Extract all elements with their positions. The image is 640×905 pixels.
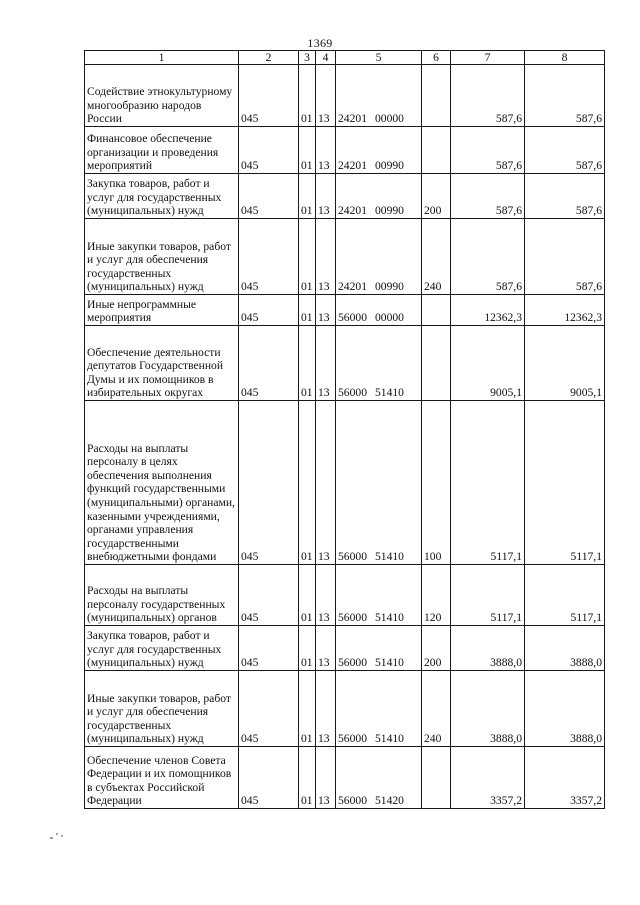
expense-name: Расходы на выплаты персоналу в целях обеспечения выполнения функций государственными (муниципальными) органами, казенными учреждениями, органами управления государственными внебюджетными фондами: [85, 401, 239, 565]
amount-col8: 3888,0: [525, 671, 605, 747]
ministry-code: 045: [239, 65, 299, 127]
scan-speck: [61, 835, 63, 837]
table-row: [85, 295, 605, 326]
section-code: 01: [299, 326, 316, 401]
expense-type-code: [422, 747, 451, 809]
amount-col7: 3357,2: [451, 747, 525, 809]
scan-speck: [56, 833, 58, 835]
amount-col7: 9005,1: [451, 326, 525, 401]
section-code: 01: [299, 671, 316, 747]
target-article-program: 24201: [338, 204, 367, 218]
amount-col8: 587,6: [525, 174, 605, 219]
header-cell-8: 8: [525, 51, 605, 65]
amount-col7: 587,6: [451, 219, 525, 295]
target-article-program: 56000: [338, 794, 367, 808]
target-article-direction: 00000: [374, 112, 404, 126]
expense-name: Закупка товаров, работ и услуг для государственных (муниципальных) нужд: [85, 626, 239, 671]
header-cell-2: 2: [239, 51, 299, 65]
ministry-code: 045: [239, 295, 299, 326]
target-article: [336, 127, 422, 174]
expense-name: Иные закупки товаров, работ и услуг для обеспечения государственных (муниципальных) нужд: [85, 219, 239, 295]
ministry-code: 045: [239, 401, 299, 565]
header-cell-4: 4: [316, 51, 336, 65]
amount-col8: 5117,1: [525, 565, 605, 626]
target-article-program: 56000: [338, 311, 367, 325]
amount-col8: 5117,1: [525, 401, 605, 565]
expense-type-code: [422, 65, 451, 127]
subsection-code: 13: [316, 747, 336, 809]
subsection-code: 13: [316, 671, 336, 747]
subsection-code: 13: [316, 326, 336, 401]
amount-col8: 587,6: [525, 65, 605, 127]
ministry-code: 045: [239, 219, 299, 295]
amount-col7: 587,6: [451, 127, 525, 174]
amount-col8: 12362,3: [525, 295, 605, 326]
amount-col8: 587,6: [525, 219, 605, 295]
ministry-code: 045: [239, 671, 299, 747]
header-cell-7: 7: [451, 51, 525, 65]
section-code: 01: [299, 65, 316, 127]
target-article-direction: 00990: [374, 280, 404, 294]
table-row: [85, 326, 605, 401]
table-row: [85, 65, 605, 127]
target-article-direction: 51410: [374, 550, 404, 564]
expense-type-code: 200: [422, 174, 451, 219]
amount-col7: 587,6: [451, 174, 525, 219]
subsection-code: 13: [316, 219, 336, 295]
expense-type-code: [422, 127, 451, 174]
target-article-direction: 51420: [374, 794, 404, 808]
target-article: [336, 626, 422, 671]
header-cell-1: 1: [85, 51, 239, 65]
expense-name: Обеспечение деятельности депутатов Государственной Думы и их помощников в избирательных округах: [85, 326, 239, 401]
amount-col7: 3888,0: [451, 671, 525, 747]
expense-type-code: 240: [422, 671, 451, 747]
target-article-program: 56000: [338, 732, 367, 746]
section-code: 01: [299, 295, 316, 326]
target-article: [336, 174, 422, 219]
section-code: 01: [299, 626, 316, 671]
target-article: [336, 219, 422, 295]
target-article: [336, 671, 422, 747]
table-row: [85, 626, 605, 671]
target-article: [336, 326, 422, 401]
expense-type-code: 100: [422, 401, 451, 565]
section-code: 01: [299, 747, 316, 809]
table-row: [85, 401, 605, 565]
page-number: 1369: [307, 36, 333, 50]
scan-speck: [50, 837, 53, 839]
subsection-code: 13: [316, 65, 336, 127]
header-cell-6: 6: [422, 51, 451, 65]
amount-col7: 3888,0: [451, 626, 525, 671]
amount-col8: 9005,1: [525, 326, 605, 401]
expense-name: Расходы на выплаты персоналу государственных (муниципальных) органов: [85, 565, 239, 626]
expense-name: Содействие этнокультурному многообразию народов России: [85, 65, 239, 127]
target-article-program: 56000: [338, 656, 367, 670]
ministry-code: 045: [239, 326, 299, 401]
amount-col8: 587,6: [525, 127, 605, 174]
section-code: 01: [299, 127, 316, 174]
amount-col7: 5117,1: [451, 565, 525, 626]
header-cell-3: 3: [299, 51, 316, 65]
subsection-code: 13: [316, 565, 336, 626]
target-article-program: 24201: [338, 159, 367, 173]
amount-col7: 5117,1: [451, 401, 525, 565]
subsection-code: 13: [316, 295, 336, 326]
target-article-program: 24201: [338, 112, 367, 126]
ministry-code: 045: [239, 174, 299, 219]
ministry-code: 045: [239, 747, 299, 809]
table-row: [85, 174, 605, 219]
table-row: [85, 671, 605, 747]
subsection-code: 13: [316, 626, 336, 671]
target-article: [336, 65, 422, 127]
expense-name: Обеспечение членов Совета Федерации и их помощников в субъектах Российской Федерации: [85, 747, 239, 809]
target-article: [336, 401, 422, 565]
target-article: [336, 295, 422, 326]
header-row: [85, 51, 605, 65]
ministry-code: 045: [239, 626, 299, 671]
target-article-direction: 51410: [374, 386, 404, 400]
expense-type-code: [422, 295, 451, 326]
subsection-code: 13: [316, 401, 336, 565]
target-article: [336, 565, 422, 626]
ministry-code: 045: [239, 127, 299, 174]
subsection-code: 13: [316, 127, 336, 174]
expense-name: Иные непрограммные мероприятия: [85, 295, 239, 326]
ministry-code: 045: [239, 565, 299, 626]
expense-type-code: 240: [422, 219, 451, 295]
expense-type-code: [422, 326, 451, 401]
target-article-direction: 00990: [374, 204, 404, 218]
target-article-program: 56000: [338, 611, 367, 625]
table-row: [85, 565, 605, 626]
amount-col7: 587,6: [451, 65, 525, 127]
header-cell-5: 5: [336, 51, 422, 65]
target-article-direction: 00990: [374, 159, 404, 173]
expense-type-code: 120: [422, 565, 451, 626]
section-code: 01: [299, 174, 316, 219]
expense-name: Иные закупки товаров, работ и услуг для обеспечения государственных (муниципальных) нужд: [85, 671, 239, 747]
table-row: [85, 747, 605, 809]
target-article-program: 56000: [338, 386, 367, 400]
table-row: [85, 219, 605, 295]
section-code: 01: [299, 401, 316, 565]
target-article-direction: 51410: [374, 732, 404, 746]
target-article-direction: 51410: [374, 611, 404, 625]
budget-table: [84, 50, 605, 809]
target-article-program: 56000: [338, 550, 367, 564]
expense-name: Закупка товаров, работ и услуг для государственных (муниципальных) нужд: [85, 174, 239, 219]
table-row: [85, 127, 605, 174]
expense-name: Финансовое обеспечение организации и проведения мероприятий: [85, 127, 239, 174]
amount-col8: 3357,2: [525, 747, 605, 809]
target-article: [336, 747, 422, 809]
subsection-code: 13: [316, 174, 336, 219]
section-code: 01: [299, 219, 316, 295]
amount-col7: 12362,3: [451, 295, 525, 326]
amount-col8: 3888,0: [525, 626, 605, 671]
target-article-program: 24201: [338, 280, 367, 294]
expense-type-code: 200: [422, 626, 451, 671]
section-code: 01: [299, 565, 316, 626]
target-article-direction: 00000: [374, 311, 404, 325]
target-article-direction: 51410: [374, 656, 404, 670]
